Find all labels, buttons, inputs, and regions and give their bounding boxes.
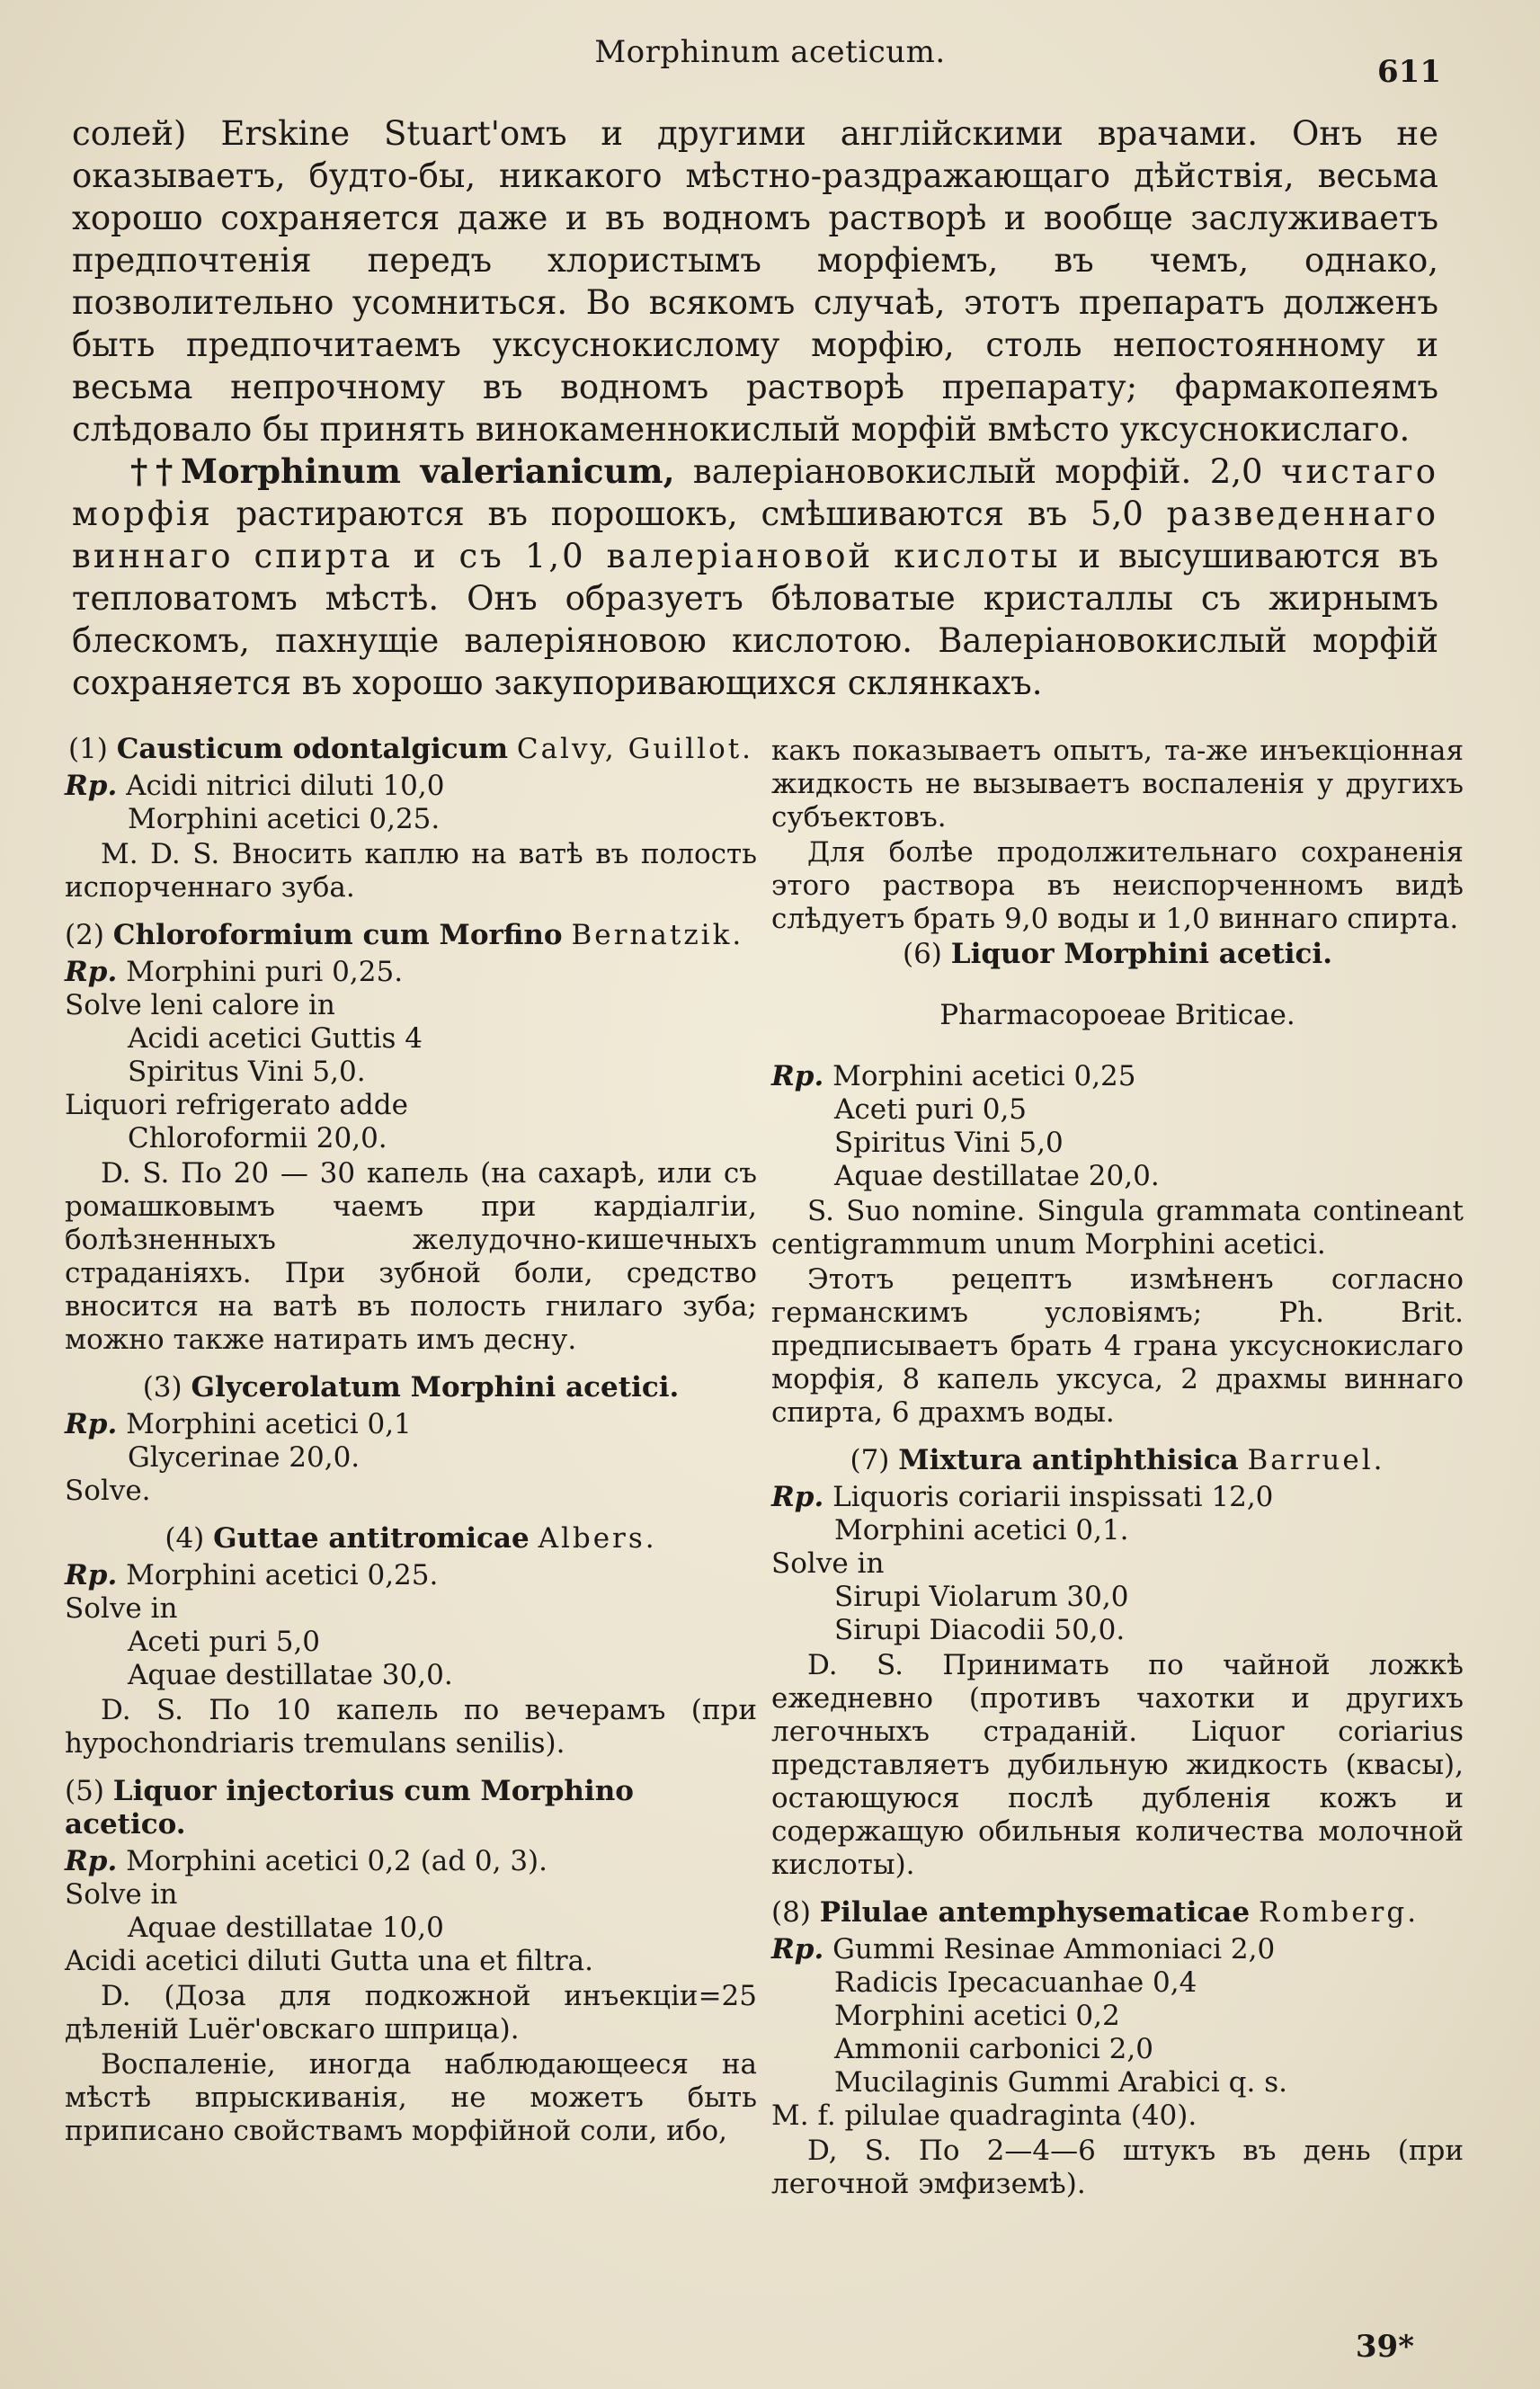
ingredient-line: Gummi Resinae Ammoniaci 2,0 [832,1933,1276,1966]
left-column [65,733,757,2162]
recipe-number: (7) [850,1444,890,1476]
recipe-number: (1) [67,733,108,765]
p2-part-2: растираются въ порошокъ, смѣшиваются въ 5,0 [212,495,1167,533]
note-text: Воспаленіе, иногда наблюдающееся на мѣстѣ впрыскиванія, не можетъ быть приписано свойствамъ морфійной соли, ибо, [65,2048,757,2147]
signature-text: D. (Доза для подкожной инъекціи=25 дѣленій Luёr'овскаго шприца). [65,1980,757,2046]
ingredient-line: Spiritus Vini 5,0. [128,1056,366,1088]
ingredient-line: Ammonii carbonici 2,0 [834,2033,1153,2065]
recipe-title: Pilulae antemphysematicae [819,1896,1251,1929]
recipe-heading [771,1444,1464,1477]
ingredient-line: Liquoris coriarii inspissati 12,0 [832,1481,1274,1513]
recipe-title: Liquor injectorius cum Morphino acetico. [65,1775,634,1841]
recipe-3 [65,1371,757,1508]
ingredient-line: Morphini puri 0,25. [126,956,404,988]
recipe-author: Albers. [538,1522,657,1555]
recipe-title: Mixtura antiphthisica [898,1444,1239,1476]
recipe-5 [65,1775,757,2148]
ingredient-line: Aquae destillatae 10,0 [128,1912,444,1944]
recipe-heading [65,1522,757,1556]
recipe-heading [65,1371,757,1404]
p2-spaced-1: чистаго морфія [72,452,1438,533]
recipe-heading [771,938,1464,971]
ingredient-line: Aceti puri 5,0 [128,1626,321,1658]
note-text: Этотъ рецептъ измѣненъ согласно германскимъ условіямъ; Ph. Brit. предписываетъ брать 4 грана уксуснокислаго морфія, 8 капель уксуса, 2 драхмы виннаго спирта, 6 драхмъ воды. [771,1263,1464,1429]
ingredient-line: Sirupi Diacodii 50,0. [834,1614,1126,1646]
recipe-source: Pharmacopoeae Briticae. [939,999,1295,1031]
recipe-heading [65,919,757,952]
signature-text: M. D. S. Вносить каплю на ватѣ въ полость испорченнаго зуба. [65,838,757,904]
ingredient-line: Radicis Ipecacuanhae 0,4 [834,1966,1197,1999]
signature-mark: 39* [1355,2329,1414,2365]
p2-part-1: валеріановокислый морфій. 2,0 [674,452,1281,491]
ingredient-line: Solve. [65,1475,151,1507]
recipe-author: Barruel. [1247,1444,1385,1476]
recipe-title: Causticum odontalgicum [116,733,508,765]
rp-mark: Rp. [65,1408,118,1440]
p2-part-3: и высушиваются въ тепловатомъ мѣстѣ. Онъ образуетъ бѣловатые кристаллы съ жирнымъ блескомъ, пахнущіе валеріяновою кислотою. Валеріановокислый морфій сохраняется въ хорошо закупоривающихся склянкахъ. [72,537,1439,702]
ingredient-line: Sirupi Violarum 30,0 [834,1581,1129,1613]
rp-mark: Rp. [65,1845,118,1877]
ingredient-line: Acidi acetici Guttis 4 [128,1022,423,1055]
recipe-title: Guttae antitromicae [213,1522,530,1555]
article-title: ††Morphinum valerianicum, [130,451,675,491]
recipe-2 [65,919,757,1357]
recipe-number: (6) [902,938,942,970]
recipe-author: Bernatzik. [571,919,744,951]
continued-text: какъ показываетъ опытъ, та-же инъекціонная жидкость не вызываетъ воспаленія у другихъ субъектовъ. [771,735,1464,833]
ingredient-line: Acidi acetici diluti Gutta una et filtra. [65,1945,593,1977]
ingredient-line: Chloroformii 20,0. [128,1122,387,1154]
signature-text: D, S. По 2—4—6 штукъ въ день (при легочной эмфиземѣ). [771,2135,1464,2200]
signature-text: D. S. По 10 капель по вечерамъ (при hypochondriaris tremulans senilis). [65,1694,757,1760]
recipe-author: Romberg. [1258,1896,1420,1929]
running-title: Morphinum aceticum. [594,34,946,70]
ingredient-line: Aceti puri 0,5 [834,1093,1028,1126]
recipe-4 [65,1522,757,1761]
ingredient-line: Solve in [65,1592,178,1625]
recipe-7 [771,1444,1464,1882]
signature-text: D. S. Принимать по чайной ложкѣ ежедневно (противъ чахотки и другихъ легочныхъ страданій. Liquor coriarius представляетъ дубильную жидкость (квасы), остающуюся послѣ дубленія кожъ и содержащую обильныя количества молочной кислоты). [771,1649,1464,1881]
rp-mark: Rp. [771,1060,824,1092]
ingredient-line: Solve in [771,1547,885,1580]
continued-text: Для болѣе продолжительнаго сохраненія этого раствора въ неиспорченномъ видѣ слѣдуетъ брать 9,0 воды и 1,0 виннаго спирта. [771,836,1464,935]
signature-text: D. S. По 20 — 30 капель (на сахарѣ, или съ ромашковымъ чаемъ при кардіалгіи, болѣзненныхъ желудочно-кишечныхъ страданіяхъ. При зубной боли, средство вносится на ватѣ въ полость гнилаго зуба; можно также натирать имъ десну. [65,1157,757,1356]
ingredient-line: Mucilaginis Gummi Arabici q. s. [834,2066,1287,2099]
right-column [771,733,1464,2215]
recipe-heading [65,1775,757,1841]
p2-spaced-2: разведеннаго виннаго спирта и съ 1,0 валеріановой кислоты [72,495,1438,575]
ingredient-line: Morphini acetici 0,2 [834,2000,1120,2032]
recipe-number: (5) [65,1775,104,1807]
intro-text [72,112,1438,704]
recipe-author: Calvy, Guillot. [516,733,754,765]
rp-mark: Rp. [771,1933,824,1966]
ingredient-line: Morphini acetici 0,25. [128,803,441,835]
ingredient-line: Solve leni calore in [65,989,335,1021]
rp-mark: Rp. [65,956,118,988]
ingredient-line: Morphini acetici 0,25 [832,1060,1136,1092]
ingredient-line: Liquori refrigerato adde [65,1089,408,1121]
recipe-number: (8) [771,1896,811,1929]
recipe-heading [65,733,757,766]
ingredient-line: M. f. pilulae quadraginta (40). [771,2099,1197,2132]
ingredient-line: Morphini acetici 0,25. [126,1559,439,1591]
recipe-number: (2) [65,919,104,951]
ingredient-line: Acidi nitrici diluti 10,0 [126,770,445,802]
ingredient-line: Morphini acetici 0,1. [834,1514,1129,1547]
recipe-number: (4) [165,1522,205,1555]
recipe-1 [65,733,757,905]
signature-text: S. Suo nomine. Singula grammata contineant centigrammum unum Morphini acetici. [771,1195,1464,1261]
recipe-8 [771,1896,1464,2201]
rp-mark: Rp. [771,1481,824,1513]
ingredient-line: Glycerinae 20,0. [128,1441,361,1474]
ingredient-line: Spiritus Vini 5,0 [834,1127,1064,1159]
ingredient-line: Aquae destillatae 20,0. [834,1160,1160,1192]
intro-paragraph-2 [72,450,1438,704]
rp-mark: Rp. [65,1559,118,1591]
recipe-title: Chloroformium cum Morfino [112,919,563,951]
intro-paragraph-1: солей) Erskine Stuart'омъ и другими англійскими врачами. Онъ не оказываетъ, будто-бы, никакого мѣстно-раздражающаго дѣйствія, весьма хорошо сохраняется даже и въ водномъ растворѣ и вообще заслуживаетъ предпочтенія передъ хлористымъ морфіемъ, въ чемъ, однако, позволительно усомниться. Во всякомъ случаѣ, этотъ препаратъ долженъ быть предпочитаемъ уксуснокислому морфію, столь непостоянному и весьма непрочному въ водномъ растворѣ препарату; фармакопеямъ слѣдовало бы принять винокаменнокислый морфій вмѣсто уксуснокислаго. [72,114,1438,449]
rp-mark: Rp. [65,770,118,802]
ingredient-line: Morphini acetici 0,1 [126,1408,412,1440]
ingredient-line: Aquae destillatae 30,0. [128,1659,453,1691]
recipe-title: Liquor Morphini acetici. [950,938,1333,970]
recipe-6 [771,938,1464,1430]
page-number: 611 [1377,54,1441,90]
recipe-number: (3) [142,1371,182,1404]
ingredient-line: Solve in [65,1878,178,1911]
recipe-title: Glycerolatum Morphini acetici. [191,1371,680,1404]
recipe-heading [771,1896,1464,1930]
ingredient-line: Morphini acetici 0,2 (ad 0, 3). [126,1845,547,1877]
